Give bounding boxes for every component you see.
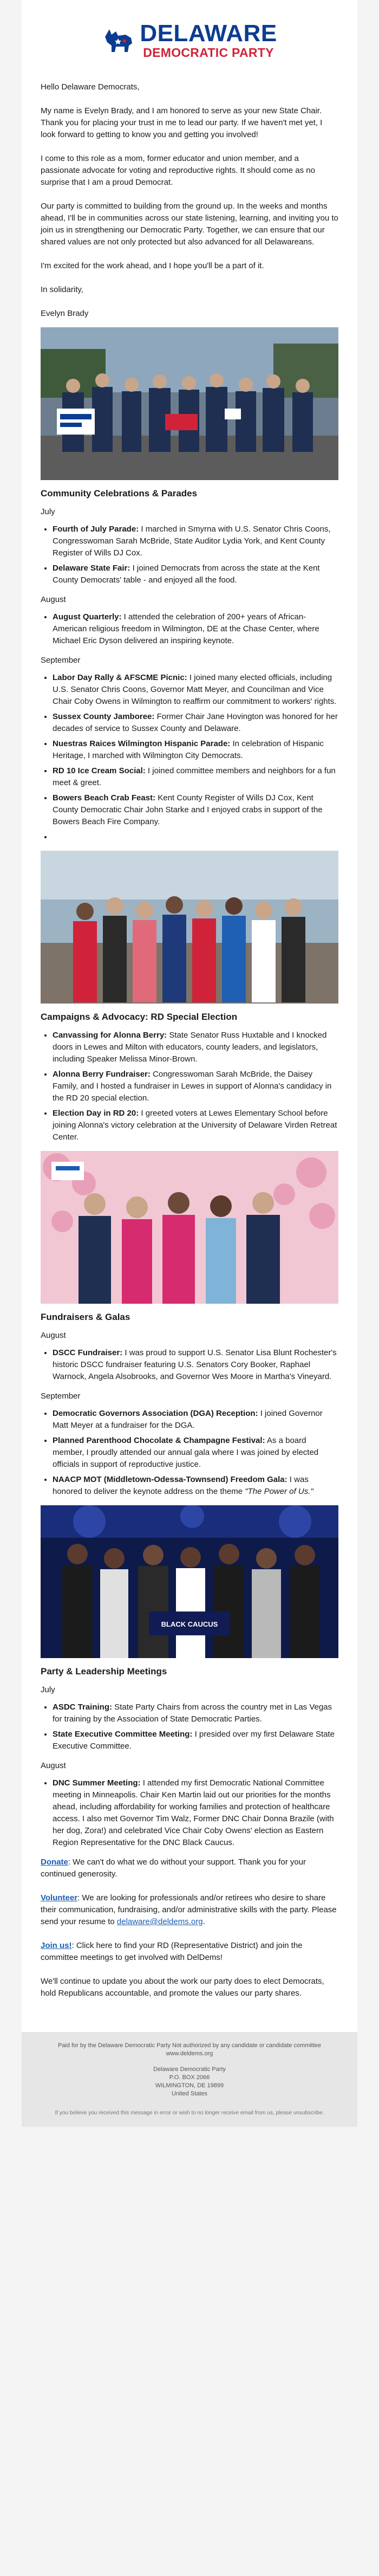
donate-link[interactable]: Donate: [41, 1857, 68, 1867]
list-item: • Canvassing for Alonna Berry: State Senator Russ Huxtable and I knocked doors in Lewes and Milton with educators, county leaders, and legislators, including Speaker Melissa Minor-Brown.: [53, 1030, 338, 1065]
list-item: • August Quarterly: I attended the celebration of 200+ years of African-American religious freedom in Wilmington, DE at the Chase Center, where Michael Eric Dyson delivered an inspiring keynote.: [53, 611, 338, 647]
community-august-list: [41, 611, 338, 647]
month-august: August: [41, 1331, 66, 1340]
community-september-list: [41, 672, 338, 843]
city-line: WILMINGTON, DE 19899: [155, 2082, 224, 2089]
closing-salutation: In solidarity,: [41, 285, 83, 294]
volunteer-paragraph: Volunteer: We are looking for professionals and/or retirees who desire to share their communication, fundraising, and/or administrative skills with the party. Please send your resume to delaware@deldems.org.: [41, 1893, 337, 1926]
volunteer-link[interactable]: Volunteer: [41, 1893, 78, 1902]
paid-for-notice: Paid for by the Delaware Democratic Party Not authorized by any candidate or candidate committee www.deldems.org: [57, 2042, 322, 2057]
logo-name: DELAWARE: [140, 20, 277, 47]
section-title-campaigns: Campaigns & Advocacy: RD Special Election: [41, 1012, 238, 1022]
intro-paragraph-2: I come to this role as a mom, former educator and union member, and a passionate advocate for voting and reproductive rights. It should come as no surprise that I am a proud Democrat.: [41, 154, 315, 187]
campaigns-list: [41, 1030, 338, 1143]
email-footer: [22, 2032, 357, 2127]
black-caucus-photo: [41, 1505, 338, 1658]
intro-paragraph-1: My name is Evelyn Brady, and I am honored to serve as your new State Chair. Thank you for placing your trust in me to lead our party. If we haven't met yet, I look forward to getting to know you and getting you involved!: [41, 106, 323, 139]
signature: Evelyn Brady: [41, 309, 89, 318]
list-item: • RD 10 Ice Cream Social: I joined committee members and neighbors for a fun meet & greet.: [53, 765, 338, 789]
donkey-logo-icon: [102, 24, 135, 57]
party-logo[interactable]: [102, 22, 277, 60]
list-item: • Labor Day Rally & AFSCME Picnic: I joined many elected officials, including U.S. Senator Chris Coons, Governor Matt Meyer, and Councilman and Vice Chair Coby Owens in Wilmington to reaffirm our commitment to workers' rights.: [53, 672, 338, 708]
list-item: • Alonna Berry Fundraiser: Congresswoman Sarah McBride, the Daisey Family, and I hosted a fundraiser in Lewes in support of Alonna's candidacy in the RD 20 special election.: [53, 1069, 338, 1104]
org-name: Delaware Democratic Party: [153, 2066, 226, 2073]
list-item: • Sussex County Jamboree: Former Chair Jane Hovington was honored for her decades of service to Sussex County and Delaware.: [53, 711, 338, 735]
join-paragraph: Join us!: Click here to find your RD (Representative District) and join the committee meetings to get involved with DelDems!: [41, 1941, 303, 1962]
greeting: Hello Delaware Democrats,: [41, 82, 140, 92]
list-item: • Election Day in RD 20: I greeted voters at Lewes Elementary School before joining Alonna's victory celebration at the University of Delaware Virden Retreat Center.: [53, 1108, 338, 1143]
list-item: • Democratic Governors Association (DGA) Reception: I joined Governor Matt Meyer at a fundraiser for the DGA.: [53, 1408, 338, 1432]
unsubscribe-notice[interactable]: If you believe you received this message in error or wish to no longer receive email from us, please unsubscribe.: [55, 2110, 324, 2116]
list-item-empty: [53, 831, 338, 843]
list-item: • Delaware State Fair: I joined Democrats from across the state at the Kent County Democrats' table - and enjoyed all the food.: [53, 562, 338, 586]
list-item: • Bowers Beach Crab Feast: Kent County Register of Wills DJ Cox, Kent County Democratic Chair John Starke and I enjoyed crabs in support of the Bowers Beach Fire Company.: [53, 792, 338, 828]
closing-paragraph: We'll continue to update you about the work our party does to elect Democrats, hold Republicans accountable, and promote the values our party shares.: [41, 1977, 324, 1998]
email-body: [22, 0, 357, 2127]
gala-photo: [41, 1151, 338, 1304]
party-july-list: [41, 1701, 338, 1752]
list-item: • Planned Parenthood Chocolate & Champagne Festival: As a board member, I proudly attended our annual gala where I was joined by elected officials in support of reproductive justice.: [53, 1435, 338, 1471]
month-august: August: [41, 1761, 66, 1770]
join-link[interactable]: Join us!: [41, 1941, 72, 1950]
logo-subtitle: DEMOCRATIC PARTY: [143, 46, 274, 60]
fundraisers-september-list: [41, 1408, 338, 1498]
email-header: [22, 0, 357, 81]
list-item: • DSCC Fundraiser: I was proud to support U.S. Senator Lisa Blunt Rochester's historic DSCC fundraiser featuring U.S. Senators Cory Booker, Raphael Warnock, Angela Alsobrooks, and Governor Wes Moore in Martha's Vineyard.: [53, 1347, 338, 1383]
community-july-list: [41, 523, 338, 586]
call-to-action: [41, 1856, 338, 1999]
canvassing-photo: [41, 851, 338, 1004]
month-july: July: [41, 1685, 55, 1694]
country-line: United States: [171, 2090, 208, 2097]
section-title-community: Community Celebrations & Parades: [41, 488, 198, 499]
list-item: • Nuestras Raices Wilmington Hispanic Parade: In celebration of Hispanic Heritage, I marched with Wilmington City Democrats.: [53, 738, 338, 762]
list-item: • State Executive Committee Meeting: I presided over my first Delaware State Executive Committee.: [53, 1729, 338, 1752]
list-item: • ASDC Training: State Party Chairs from across the country met in Las Vegas for training by the Association of State Democratic Parties.: [53, 1701, 338, 1725]
intro-paragraph-3: Our party is committed to building from the ground up. In the weeks and months ahead, I'll be in communities across our state listening, learning, and inviting you to join us in strengthening our Democratic Party. Together, we can ensure that our shared values are not only protected but also advanced for all Delawareans.: [41, 202, 338, 247]
svg-text:BLACK CAUCUS: BLACK CAUCUS: [161, 1620, 218, 1628]
list-item: • NAACP MOT (Middletown-Odessa-Townsend) Freedom Gala: I was honored to deliver the keynote address on the theme "The Power of Us.": [53, 1474, 338, 1498]
fundraisers-august-list: [41, 1347, 338, 1383]
party-august-list: [41, 1777, 338, 1849]
parade-photo: [41, 327, 338, 480]
month-july: July: [41, 507, 55, 516]
section-title-fundraisers: Fundraisers & Galas: [41, 1312, 130, 1322]
intro-paragraph-4: I'm excited for the work ahead, and I hope you'll be a part of it.: [41, 261, 264, 270]
volunteer-email-link[interactable]: delaware@deldems.org: [116, 1917, 203, 1926]
month-september: September: [41, 656, 81, 665]
email-content: [22, 81, 357, 1999]
donate-paragraph: Donate: We can't do what we do without your support. Thank you for your continued generosity.: [41, 1857, 306, 1879]
list-item: • Fourth of July Parade: I marched in Smyrna with U.S. Senator Chris Coons, Congresswoman Sarah McBride, State Auditor Lydia York, and Kent County Register of Wills DJ Cox.: [53, 523, 338, 559]
section-title-party: Party & Leadership Meetings: [41, 1666, 167, 1677]
po-box: P.O. BOX 2066: [169, 2074, 210, 2081]
month-september: September: [41, 1391, 81, 1401]
month-august: August: [41, 595, 66, 604]
list-item: • DNC Summer Meeting: I attended my first Democratic National Committee meeting in Minneapolis. Chair Ken Martin laid out our priorities for the months ahead, including affordability for working families and protection of healthcare access. I also met Governor Tim Walz, Former DNC Chair Donna Brazile (with her dog, Zora!) and celebrated Vice Chair Coby Owens' election as Eastern Region Representative for the DNC Black Caucus.: [53, 1777, 338, 1849]
